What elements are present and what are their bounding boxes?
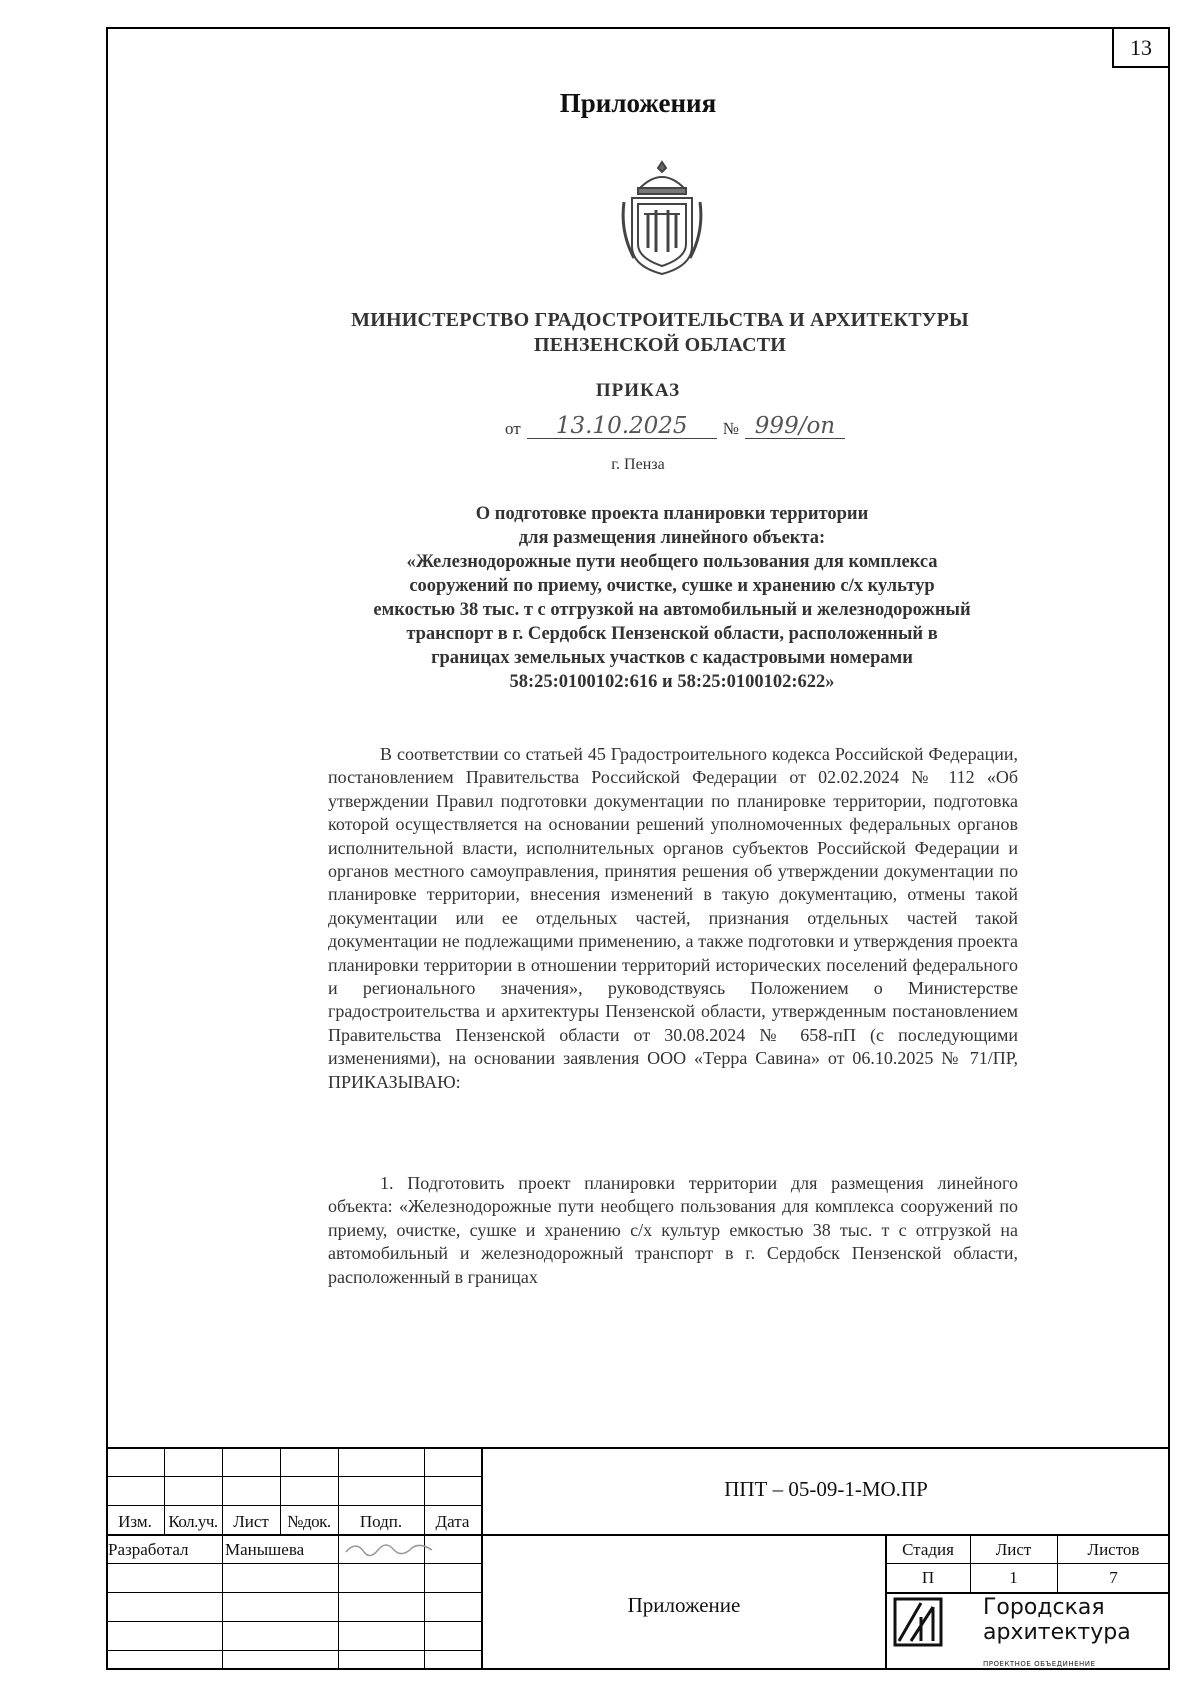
tb-col-ndok: №док. <box>287 1512 331 1531</box>
tb-line <box>222 1447 223 1670</box>
tb-line <box>106 1592 482 1593</box>
tb-line <box>886 1592 1170 1594</box>
order-from-label: от <box>505 419 521 438</box>
order-subject <box>322 502 1022 694</box>
page-heading: Приложения <box>559 88 717 118</box>
tb-line <box>106 1563 482 1564</box>
tb-line <box>106 1621 482 1622</box>
tb-sheets-value: 7 <box>1109 1568 1118 1587</box>
tb-stage-label: Стадия <box>902 1540 954 1559</box>
document-code: ППТ – 05-09-1-МО.ПР <box>724 1477 928 1501</box>
tb-sheet-label: Лист <box>995 1540 1032 1559</box>
company-name-line-2: архитектура <box>983 1620 1131 1645</box>
tb-line <box>106 1650 482 1651</box>
subject-line: 58:25:0100102:616 и 58:25:0100102:622» <box>509 672 835 692</box>
tb-line <box>106 1447 1170 1449</box>
subject-line: О подготовке проекта планировки территории <box>475 504 869 524</box>
body-paragraph-2: 1. Подготовить проект планировки территории для размещения линейного объекта: «Железнодорожные пути необщего пользования для комплекса сооружений по приему, очистке, сушке и хранению с/х культур емкостью 38 тыс. т с отгрузкой на автомобильный и железнодорожный транспорт в г. Сердобск Пензенской области, расположенный в границах <box>328 1173 1018 1287</box>
subject-line: сооружений по приему, очистке, сушке и хранению с/х культур <box>409 576 935 596</box>
tb-sheet-value: 1 <box>1009 1568 1018 1587</box>
order-title: ПРИКАЗ <box>595 380 681 401</box>
company-name <box>983 1595 1131 1645</box>
tb-sheets-label: Листов <box>1087 1540 1140 1559</box>
tb-line <box>338 1447 339 1670</box>
subject-line: емкостью 38 тыс. т с отгрузкой на автомобильный и железнодорожный <box>373 600 971 620</box>
tb-line <box>106 1505 482 1506</box>
subject-line: границах земельных участков с кадастровыми номерами <box>431 648 913 668</box>
tb-col-podp: Подп. <box>359 1512 403 1531</box>
subject-line: для размещения линейного объекта: <box>518 528 826 548</box>
order-date-number-line <box>505 414 845 439</box>
tb-stage-value: П <box>921 1568 935 1587</box>
tb-developed-label: Разработал <box>108 1540 189 1559</box>
tb-col-kol: Кол.уч. <box>168 1512 218 1531</box>
body-paragraph-1: В соответствии со статьей 45 Градостроительного кодекса Российской Федерации, постановлением Правительства Российской Федерации от 02.02.2024 № 112 «Об утверждении Правил подготовки документации по планировке территории, подготовка которой осуществляется на основании решений уполномоченных федеральных органов исполнительной власти, исполнительных органов субъектов Российской Федерации и органов местного самоуправления, принятия решения об утверждении документации по планировке территории, внесения изменений в такую документацию, отмены такой документации или ее отдельных частей, признания отдельных частей такой документации не подлежащими применению, а также подготовки и утверждения проекта планировки территории в отношении территорий исторических поселений федерального и регионального значения», руководствуясь Положением о Министерстве градостроительства и архитектуры Пензенской области, утвержденным постановлением Правительства Пензенской области от 30.08.2024 № 658-пП (с последующими изменениями), на основании заявления ООО «Терра Савина» от 06.10.2025 № 71/ПР, ПРИКАЗЫВАЮ: <box>328 744 1018 1092</box>
developer-signature <box>342 1538 438 1560</box>
order-date: 13.10.2025 <box>527 414 717 439</box>
ministry-line-1: МИНИСТЕРСТВО ГРАДОСТРОИТЕЛЬСТВА И АРХИТЕКТУРЫ <box>351 309 969 331</box>
tb-line <box>106 1534 1170 1536</box>
tb-line <box>886 1563 1170 1564</box>
subject-line: «Железнодорожные пути необщего пользования для комплекса <box>406 552 938 572</box>
tb-col-list: Лист <box>233 1512 269 1531</box>
order-number-label: № <box>722 419 739 438</box>
tb-line <box>106 1476 482 1477</box>
subject-line: транспорт в г. Сердобск Пензенской области, расположенный в <box>406 624 938 644</box>
page-number: 13 <box>1112 27 1170 68</box>
tb-col-izm: Изм. <box>118 1512 152 1531</box>
tb-col-data: Дата <box>435 1512 470 1531</box>
order-city: г. Пенза <box>611 456 665 473</box>
order-number: 999/оп <box>745 414 845 439</box>
tb-developer-name: Манышева <box>225 1540 305 1559</box>
company-subtitle: ПРОЕКТНОЕ ОБЪЕДИНЕНИЕ <box>983 1660 1096 1668</box>
company-name-line-1: Городская <box>983 1595 1105 1620</box>
sheet-name: Приложение <box>627 1593 741 1617</box>
ministry-line-2: ПЕНЗЕНСКОЙ ОБЛАСТИ <box>533 334 787 356</box>
company-logo-icon <box>893 1597 943 1647</box>
ministry-name <box>300 308 1020 358</box>
coat-of-arms-emblem <box>618 158 706 278</box>
